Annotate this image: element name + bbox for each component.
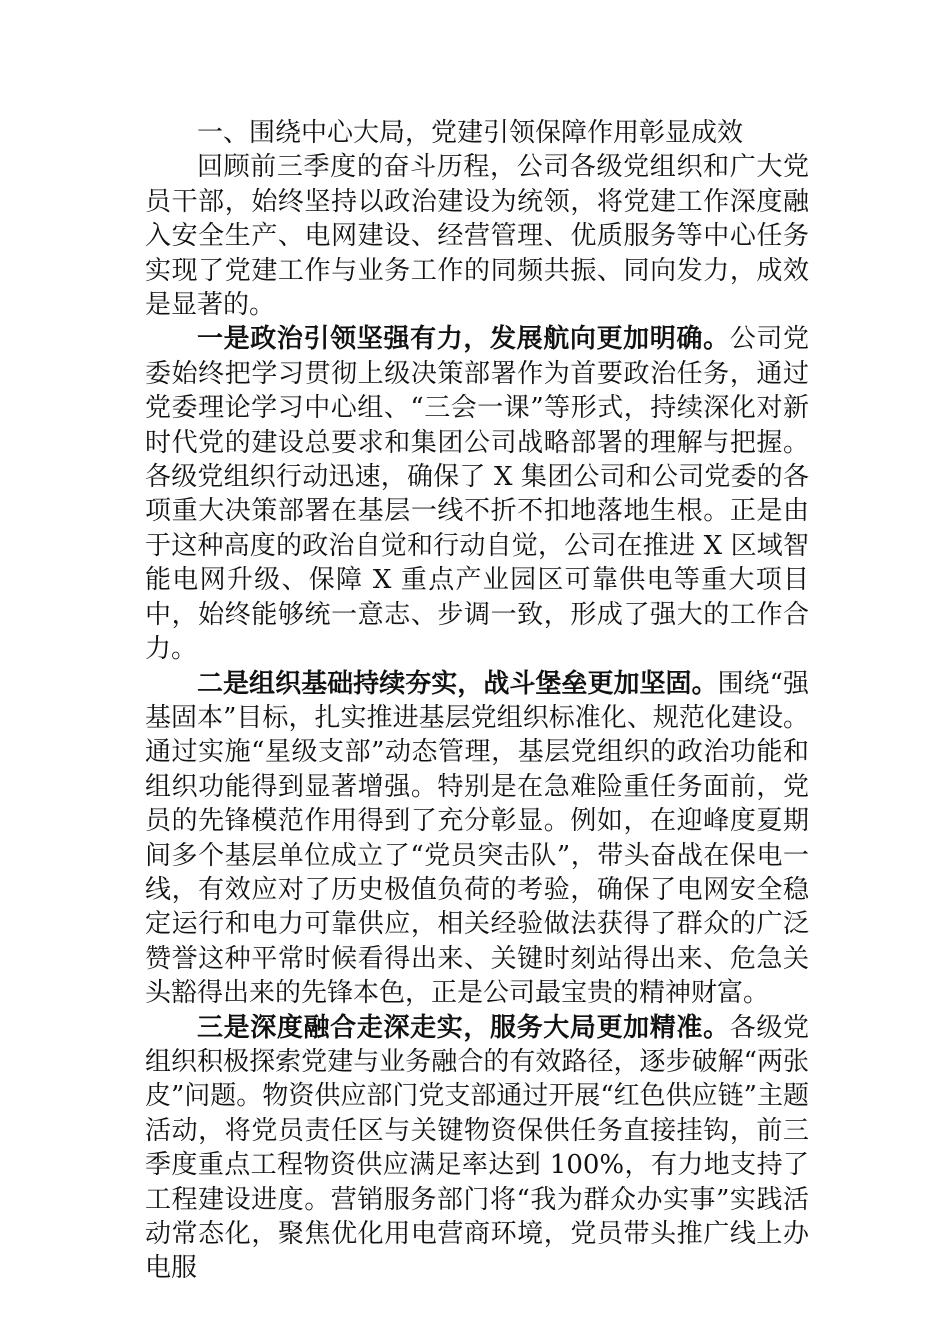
paragraph-intro bbox=[145, 150, 809, 322]
paragraph-deep-integration bbox=[145, 1011, 809, 1286]
paragraph-organization-foundation bbox=[145, 667, 809, 1011]
paragraph-lead: 一是政治引领坚强有力，发展航向更加明确。 bbox=[197, 324, 730, 355]
paragraph-text: 公司党委始终把学习贯彻上级决策部署作为首要政治任务，通过党委理论学习中心组、“三会一课”等形式，持续深化对新时代党的建设总要求和集团公司战略部署的理解与把握。各级党组织行动迅速，确保了 X 集团公司和公司党委的各项重大决策部署在基层一线不折不扣地落地生根。正是由于这种高度的政治自觉和行动自觉，公司在推进 X 区域智能电网升级、保障 X 重点产业园区可靠供电等重大项目中，始终能够统一意志、步调一致，形成了强大的工作合力。 bbox=[145, 324, 809, 665]
section-heading: 一、围绕中心大局，党建引领保障作用彰显成效 bbox=[197, 118, 744, 148]
paragraph-lead: 二是组织基础持续夯实，战斗堡垒更加坚固。 bbox=[197, 668, 718, 699]
paragraph-lead: 三是深度融合走深走实，服务大局更加精准。 bbox=[197, 1012, 730, 1043]
document-body bbox=[145, 116, 809, 1286]
paragraph-text: 回顾前三季度的奋斗历程，公司各级党组织和广大党员干部，始终坚持以政治建设为统领，将党建工作深度融入安全生产、电网建设、经营管理、优质服务等中心任务实现了党建工作与业务工作的同频共振、同向发力，成效是显著的。 bbox=[145, 152, 809, 321]
paragraph-political-leadership bbox=[145, 322, 809, 666]
paragraph-text: 各级党组织积极探索党建与业务融合的有效路径，逐步破解“两张皮”问题。物资供应部门党支部通过开展“红色供应链”主题活动，将党员责任区与关键物资保供任务直接挂钩，前三季度重点工程物资供应满足率达到 100%，有力地支持了工程建设进度。营销服务部门将“我为群众办实事”实践活动常态化，聚焦优化用电营商环境，党员带头推广线上办电服 bbox=[145, 1012, 809, 1284]
paragraph-text: 围绕“强基固本”目标，扎实推进基层党组织标准化、规范化建设。通过实施“星级支部”动态管理，基层党组织的政治功能和组织功能得到显著增强。特别是在急难险重任务面前，党员的先锋模范作用得到了充分彰显。例如，在迎峰度夏期间多个基层单位成立了“党员突击队”，带头奋战在保电一线，有效应对了历史极值负荷的考验，确保了电网安全稳定运行和电力可靠供应，相关经验做法获得了群众的广泛赞誉这种平常时候看得出来、关键时刻站得出来、危急关头豁得出来的先锋本色，正是公司最宝贵的精神财富。 bbox=[145, 668, 809, 1009]
